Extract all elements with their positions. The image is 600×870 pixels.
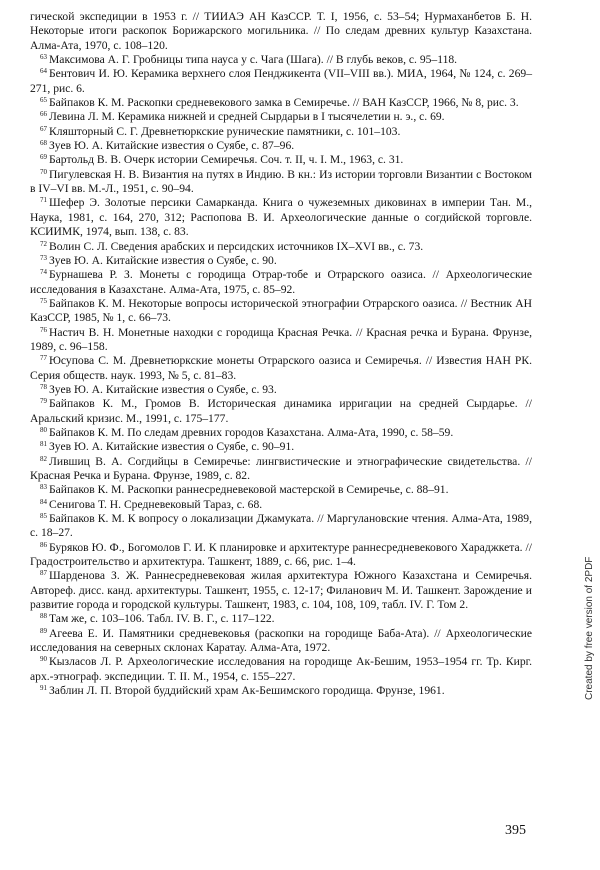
footnote-number: 71 (40, 196, 47, 205)
footnote-number: 66 (40, 110, 47, 119)
footnote-number: 77 (40, 354, 47, 363)
footnote-number: 85 (40, 512, 47, 521)
footnote-number: 82 (40, 454, 47, 463)
footnote-74 (30, 268, 532, 297)
footnote-71 (30, 196, 532, 239)
footnote-64 (30, 67, 532, 96)
footnote-text: Пигулевская Н. В. Византия на путях в Индию. В кн.: Из истории торговли Византии с Востоком в IV–VI вв. М.-Л., 1951, с. 90–94. (30, 167, 532, 196)
footnote-90 (30, 655, 532, 684)
footnote-text: Заблин Л. П. Второй буддийский храм Ак-Бешимского городища. Фрунзе, 1961. (49, 684, 445, 698)
footnote-text: Шефер Э. Золотые персики Самарканда. Книга о чужеземных диковинах в империи Тан. М., Наука, 1981, с. 164, 270, 312; Распопова В. И. Археологические данные о согдийской торговле. КСИИМК, 1974, вып. 138, с. 83. (30, 196, 532, 239)
footnote-86 (30, 541, 532, 570)
footnote-78 (30, 383, 532, 397)
footnote-69 (30, 153, 532, 167)
footnote-number: 79 (40, 397, 47, 406)
footnote-79 (30, 397, 532, 426)
footnote-65 (30, 96, 532, 110)
footnote-text: Сенигова Т. Н. Средневековый Тараз, с. 68. (49, 497, 263, 511)
footnote-text: Кляшторный С. Г. Древнетюркские рунические памятники, с. 101–103. (49, 124, 401, 138)
footnote-text: Шарденова З. Ж. Раннесредневековая жилая архитектура Южного Казахстана и Семиречья. Автореф. дисс. канд. архитектуры. Ташкент, 1955, с. 12-17; Филанович М. И. Ташкент. Зарождение и развитие города и городской культуры. Ташкент, 1983, с. 104, 108, 109, табл. IV. Г. Том 2. (30, 569, 532, 612)
footnote-77 (30, 354, 532, 383)
page-number: 395 (505, 823, 526, 838)
footnote-text: Юсупова С. М. Древнетюркские монеты Отрарского оазиса и Семиречья. // Известия НАН РК. Серия обществ. наук. 1993, № 5, с. 81–83. (30, 354, 532, 382)
footnote-text: Зуев Ю. А. Китайские известия о Суябе, с. 93. (49, 382, 277, 396)
footnotes-page (30, 10, 532, 699)
footnote-number: 76 (40, 325, 47, 334)
footnote-number: 70 (40, 167, 47, 176)
footnote-76 (30, 326, 532, 355)
footnote-87 (30, 569, 532, 612)
footnote-number: 69 (40, 153, 47, 162)
footnote-number: 90 (40, 655, 47, 664)
footnote-text: Байпаков К. М. К вопросу о локализации Джамуката. // Маргулановские чтения. Алма-Ата, 1989, с. 18–27. (30, 512, 532, 540)
footnote-number: 87 (40, 569, 47, 578)
footnote-number: 68 (40, 139, 47, 148)
footnote-89 (30, 627, 532, 656)
footnote-text: Кызласов Л. Р. Археологические исследования на городище Ак-Бешим, 1953–1954 гг. Тр. Кирг. арх.-этнограф. экспедиции. Т. II. М., 1954, с. 155–227. (30, 655, 532, 683)
footnote-number: 63 (40, 53, 47, 62)
footnote-81 (30, 440, 532, 454)
footnote-80 (30, 426, 532, 440)
watermark-side-text: Created by free version of 2PDF (584, 556, 595, 700)
footnote-text: Агеева Е. И. Памятники средневековья (раскопки на городище Баба-Ата). // Археологические исследования на северных склонах Каратау. Алма-Ата, 1972. (30, 626, 532, 655)
footnote-text: Лившиц В. А. Согдийцы в Семиречье: лингвистические и этнографические свидетельства. // Красная Речка и Бурана. Фрунзе, 1989, с. 82. (30, 454, 532, 482)
footnote-91 (30, 684, 532, 698)
footnote-text: Максимова А. Г. Гробницы типа науса у с. Чага (Шага). // В глубь веков, с. 95–118. (49, 53, 458, 67)
footnote-text: гической экспедиции в 1953 г. // ТИИАЭ АН КазССР. Т. I, 1956, с. 53–54; Нурмаханбетов Б. Н. Некоторые итоги раскопок Борижарского могильника. // По следам древних культур Казахстана. Алма-Ата, 1970, с. 108–120. (30, 10, 532, 52)
footnote-text: Зуев Ю. А. Китайские известия о Суябе, с. 90. (49, 253, 277, 267)
footnote-number: 74 (40, 268, 47, 277)
footnote-text: Буряков Ю. Ф., Богомолов Г. И. К планировке и архитектуре раннесредневекового Хараджкета. // Градостроительство и архитектура. Ташкент, 1889, с. 66, рис. 1–4. (30, 540, 532, 569)
footnote-75 (30, 297, 532, 326)
footnote-85 (30, 512, 532, 541)
footnote-82 (30, 455, 532, 484)
footnote-number: 86 (40, 540, 47, 549)
footnote-number: 80 (40, 425, 47, 434)
footnote-68 (30, 139, 532, 153)
footnote-cont (30, 10, 532, 53)
footnote-text: Байпаков К. М. Раскопки средневекового замка в Семиречье. // ВАН КазССР, 1966, № 8, рис. 3. (49, 96, 519, 110)
footnote-text: Бартольд В. В. Очерк истории Семиречья. Соч. т. II, ч. I. М., 1963, с. 31. (49, 153, 404, 167)
footnote-text: Волин С. Л. Сведения арабских и персидских источников IX–XVI вв., с. 73. (49, 239, 424, 253)
footnote-number: 81 (40, 440, 47, 449)
footnote-text: Там же, с. 103–106. Табл. IV. В. Г., с. 117–122. (49, 612, 275, 626)
footnote-text: Настич В. Н. Монетные находки с городища Красная Речка. // Красная речка и Бурана. Фрунзе, 1989, с. 96–158. (30, 325, 532, 353)
footnote-63 (30, 53, 532, 67)
footnote-number: 78 (40, 382, 47, 391)
footnote-number: 84 (40, 497, 47, 506)
footnote-73 (30, 254, 532, 268)
footnote-number: 83 (40, 483, 47, 492)
footnote-number: 72 (40, 239, 47, 248)
footnote-number: 88 (40, 612, 47, 621)
footnote-number: 89 (40, 626, 47, 635)
footnote-number: 67 (40, 124, 47, 133)
footnote-88 (30, 612, 532, 626)
footnote-text: Байпаков К. М. Раскопки раннесредневековой мастерской в Семиречье, с. 88–91. (49, 483, 449, 497)
footnote-72 (30, 240, 532, 254)
footnote-66 (30, 110, 532, 124)
footnote-67 (30, 125, 532, 139)
footnote-number: 73 (40, 253, 47, 262)
footnote-text: Зуев Ю. А. Китайские известия о Суябе, с. 87–96. (49, 139, 295, 153)
footnote-number: 65 (40, 96, 47, 105)
footnote-number: 91 (40, 684, 47, 693)
footnote-number: 75 (40, 296, 47, 305)
footnote-text: Байпаков К. М. По следам древних городов Казахстана. Алма-Ата, 1990, с. 58–59. (49, 425, 454, 439)
footnote-text: Байпаков К. М., Громов В. Историческая динамика ирригации на средней Сырдарье. // Аральский кризис. М., 1991, с. 175–177. (30, 397, 532, 425)
footnote-84 (30, 498, 532, 512)
footnote-text: Байпаков К. М. Некоторые вопросы исторической этнографии Отрарского оазиса. // Вестник АН КазССР, 1985, № 1, с. 66–73. (30, 296, 532, 325)
footnote-83 (30, 483, 532, 497)
footnote-text: Зуев Ю. А. Китайские известия о Суябе, с. 90–91. (49, 440, 295, 454)
footnote-number: 64 (40, 67, 47, 76)
footnote-70 (30, 168, 532, 197)
footnote-text: Левина Л. М. Керамика нижней и средней Сырдарьи в I тысячелетии н. э., с. 69. (49, 110, 445, 124)
footnote-text: Бентович И. Ю. Керамика верхнего слоя Пенджикента (VII–VIII вв.). МИА, 1964, № 124, с. 269–271, рис. 6. (30, 67, 532, 95)
footnote-text: Бурнашева Р. З. Монеты с городища Отрар-тобе и Отрарского оазиса. // Археологические исследования в Казахстане. Алма-Ата, 1975, с. 85–92. (30, 268, 532, 296)
